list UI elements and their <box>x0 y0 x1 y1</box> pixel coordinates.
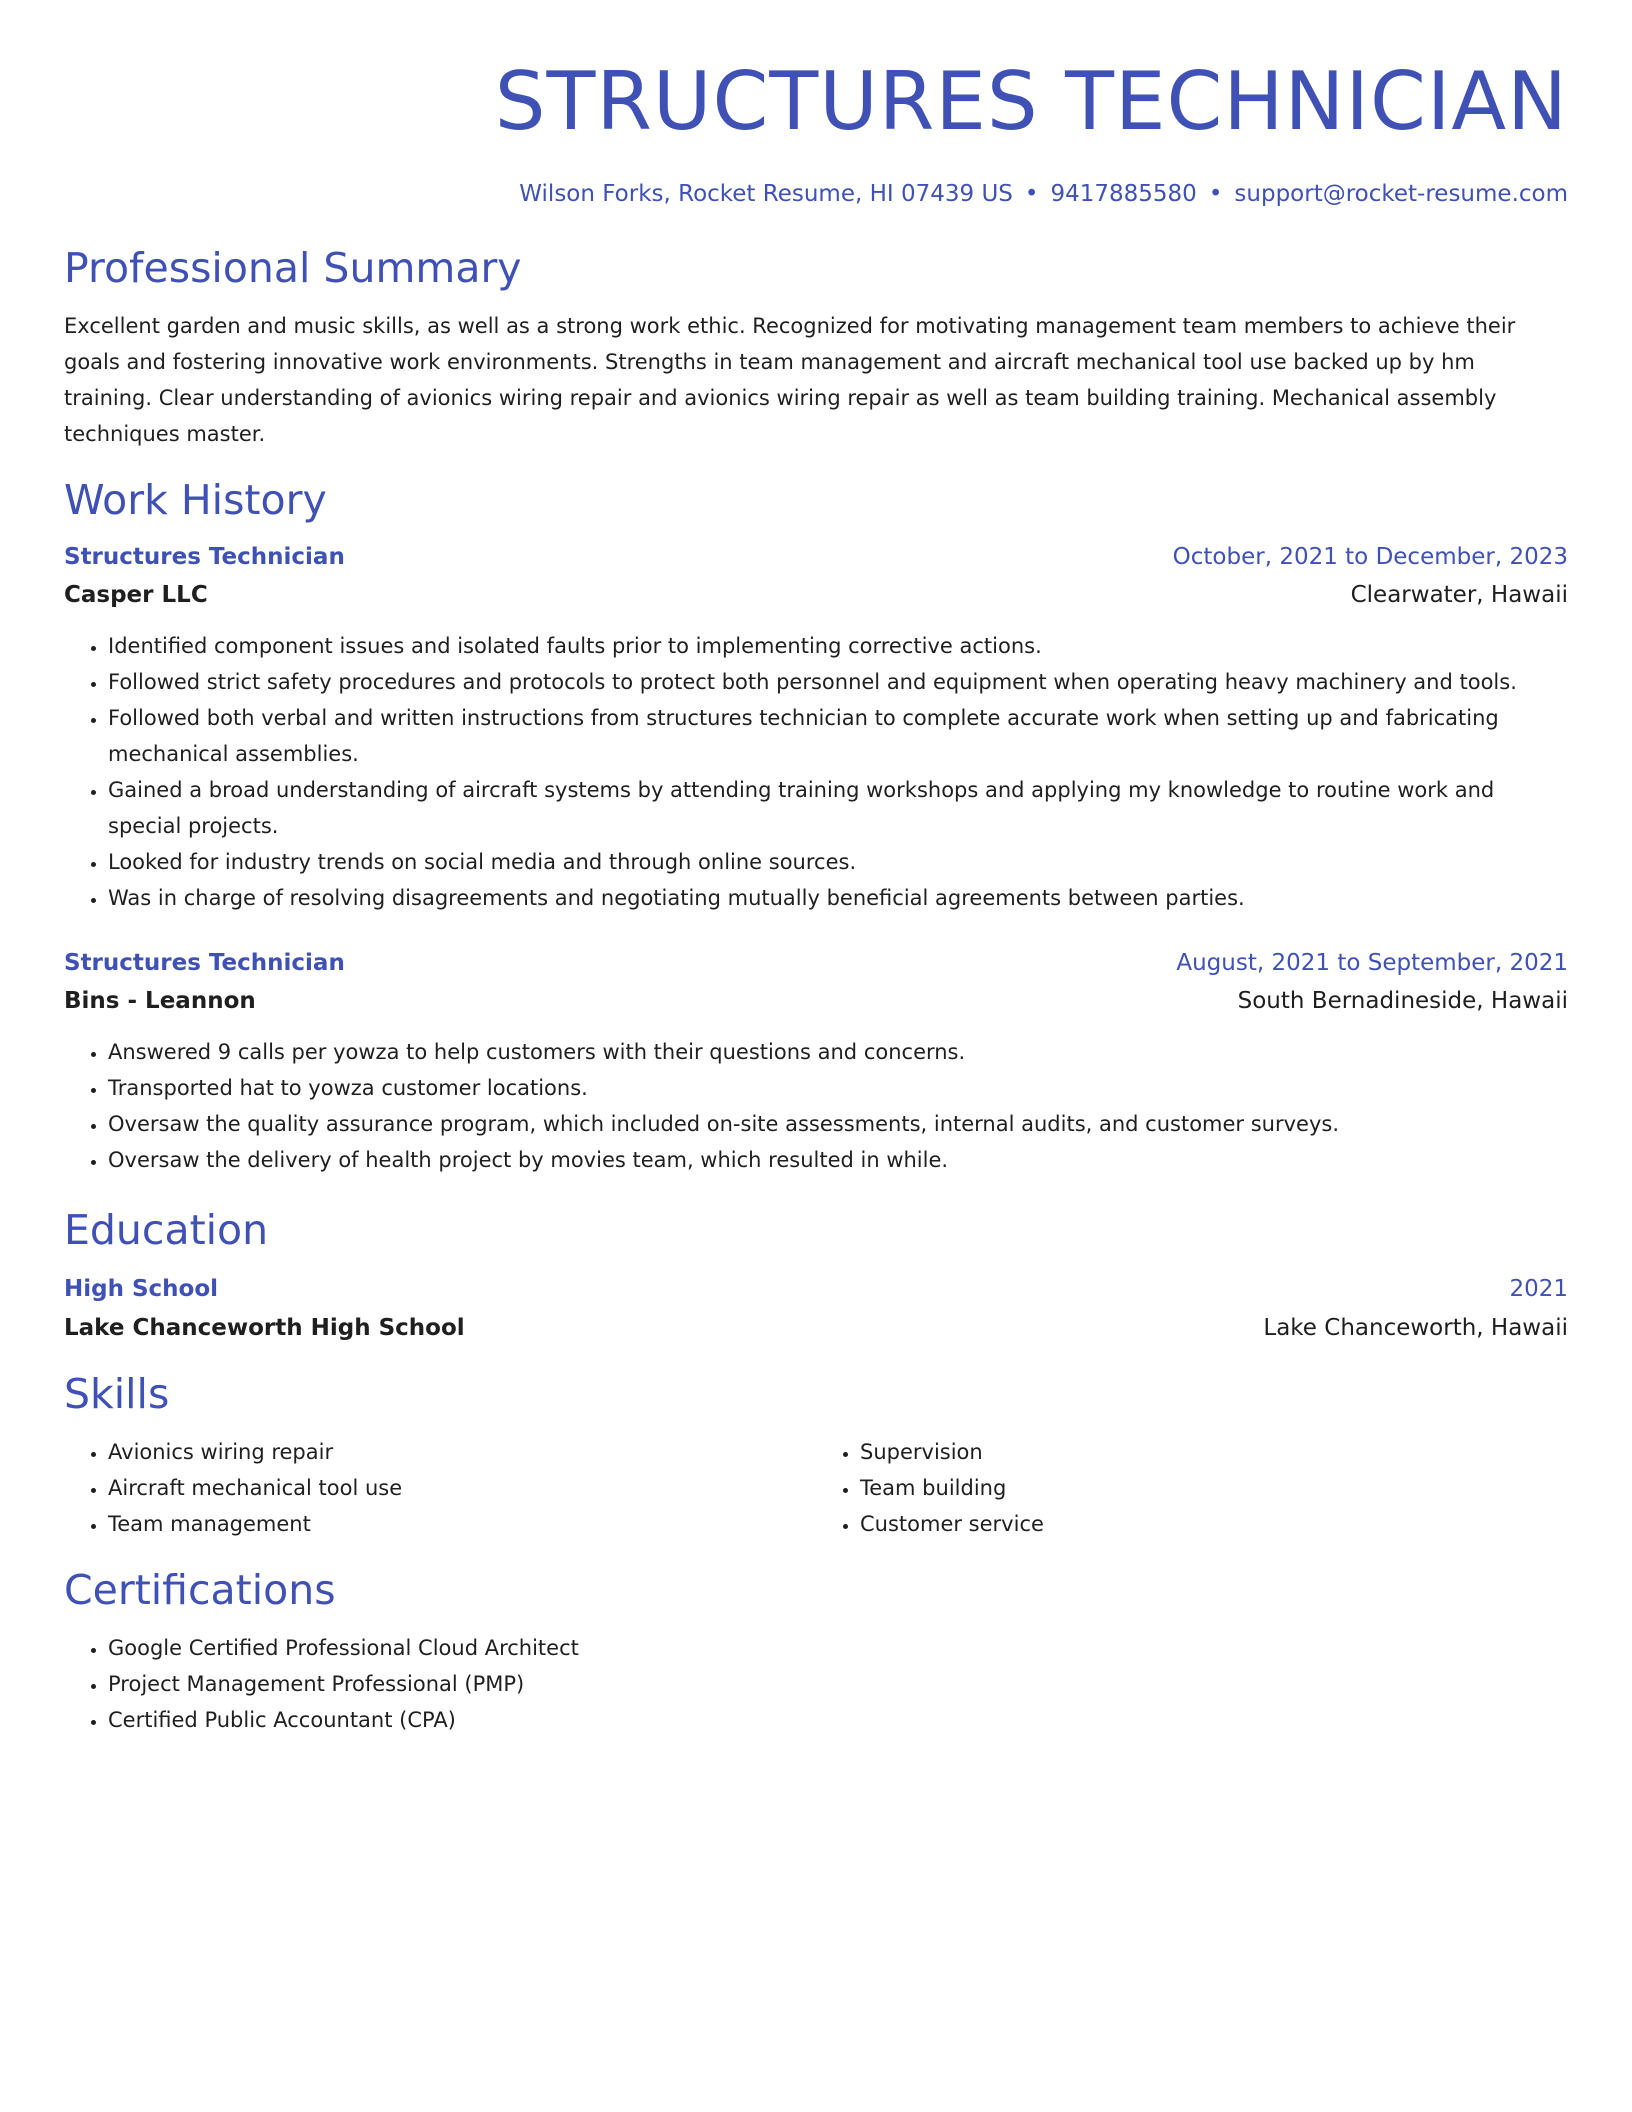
job-bullets <box>64 628 1568 916</box>
job-dates: October, 2021 to December, 2023 <box>1172 544 1568 570</box>
skill-item: • Supervision <box>860 1434 1568 1470</box>
education-subheader <box>64 1308 1568 1348</box>
contact-email: support@rocket-resume.com <box>1234 181 1568 207</box>
skill-item: • Aircraft mechanical tool use <box>108 1470 816 1506</box>
education-heading: Education <box>64 1206 269 1254</box>
education-year: 2021 <box>1509 1276 1568 1302</box>
contact-line <box>64 178 1568 210</box>
contact-phone: 9417885580 <box>1050 181 1197 207</box>
contact-separator: • <box>1024 181 1039 207</box>
education-location: Lake Chanceworth, Hawaii <box>1263 1315 1568 1341</box>
education-degree: High School <box>64 1276 219 1302</box>
education-school: Lake Chanceworth High School <box>64 1315 465 1341</box>
summary-text: Excellent garden and music skills, as well as a strong work ethic. Recognized for motivating management team members to achieve their goals and fostering innovative work environments. Strengths in team management and aircraft mechanical tool use backed up by hm training. Clear understanding of avionics wiring repair and avionics wiring repair as well as team building training. Mechanical assembly techniques master. <box>64 314 1516 446</box>
skills-columns <box>64 1434 1568 1542</box>
job-entry <box>64 944 1568 1178</box>
work-history-heading: Work History <box>64 476 327 524</box>
skills-list-left <box>64 1434 816 1542</box>
job-bullet: • Gained a broad understanding of aircraft systems by attending training workshops and applying my knowledge to routine work and special projects. <box>108 772 1568 844</box>
education-entry <box>64 1270 1568 1348</box>
certifications-heading: Certifications <box>64 1566 336 1614</box>
job-company: Casper LLC <box>64 582 208 608</box>
job-entry <box>64 538 1568 916</box>
job-title: Structures Technician <box>64 950 345 976</box>
job-bullet: • Identified component issues and isolated faults prior to implementing corrective actions. <box>108 628 1568 664</box>
skills-heading: Skills <box>64 1370 170 1418</box>
certifications-list <box>64 1630 1568 1738</box>
education-header <box>64 1270 1568 1308</box>
job-location: Clearwater, Hawaii <box>1350 582 1568 608</box>
job-bullet: • Answered 9 calls per yowza to help customers with their questions and concerns. <box>108 1034 1568 1070</box>
job-dates: August, 2021 to September, 2021 <box>1176 950 1568 976</box>
skill-item: • Avionics wiring repair <box>108 1434 816 1470</box>
job-location: South Bernadineside, Hawaii <box>1237 988 1568 1014</box>
job-bullet: • Was in charge of resolving disagreements and negotiating mutually beneficial agreements between parties. <box>108 880 1568 916</box>
job-bullet: • Transported hat to yowza customer locations. <box>108 1070 1568 1106</box>
job-bullet: • Oversaw the quality assurance program, which included on-site assessments, internal audits, and customer surveys. <box>108 1106 1568 1142</box>
job-title: Structures Technician <box>64 544 345 570</box>
job-bullet: • Followed both verbal and written instructions from structures technician to complete accurate work when setting up and fabricating mechanical assemblies. <box>108 700 1568 772</box>
candidate-name: STRUCTURES TECHNICIAN <box>494 55 1568 148</box>
contact-address: Wilson Forks, Rocket Resume, HI 07439 US <box>519 181 1013 207</box>
skill-item: • Team building <box>860 1470 1568 1506</box>
summary-heading: Professional Summary <box>64 244 522 292</box>
skills-list-right <box>816 1434 1568 1542</box>
job-company: Bins - Leannon <box>64 988 256 1014</box>
job-header <box>64 944 1568 982</box>
contact-separator: • <box>1208 181 1223 207</box>
job-bullet: • Followed strict safety procedures and protocols to protect both personnel and equipment when operating heavy machinery and tools. <box>108 664 1568 700</box>
certification-item: • Google Certified Professional Cloud Architect <box>108 1630 1568 1666</box>
skill-item: • Customer service <box>860 1506 1568 1542</box>
certification-item: • Certified Public Accountant (CPA) <box>108 1702 1568 1738</box>
job-bullets <box>64 1034 1568 1178</box>
job-header <box>64 538 1568 576</box>
job-bullet: • Oversaw the delivery of health project by movies team, which resulted in while. <box>108 1142 1568 1178</box>
job-subheader <box>64 982 1568 1020</box>
job-subheader <box>64 576 1568 614</box>
skill-item: • Team management <box>108 1506 816 1542</box>
certification-item: • Project Management Professional (PMP) <box>108 1666 1568 1702</box>
job-bullet: • Looked for industry trends on social media and through online sources. <box>108 844 1568 880</box>
